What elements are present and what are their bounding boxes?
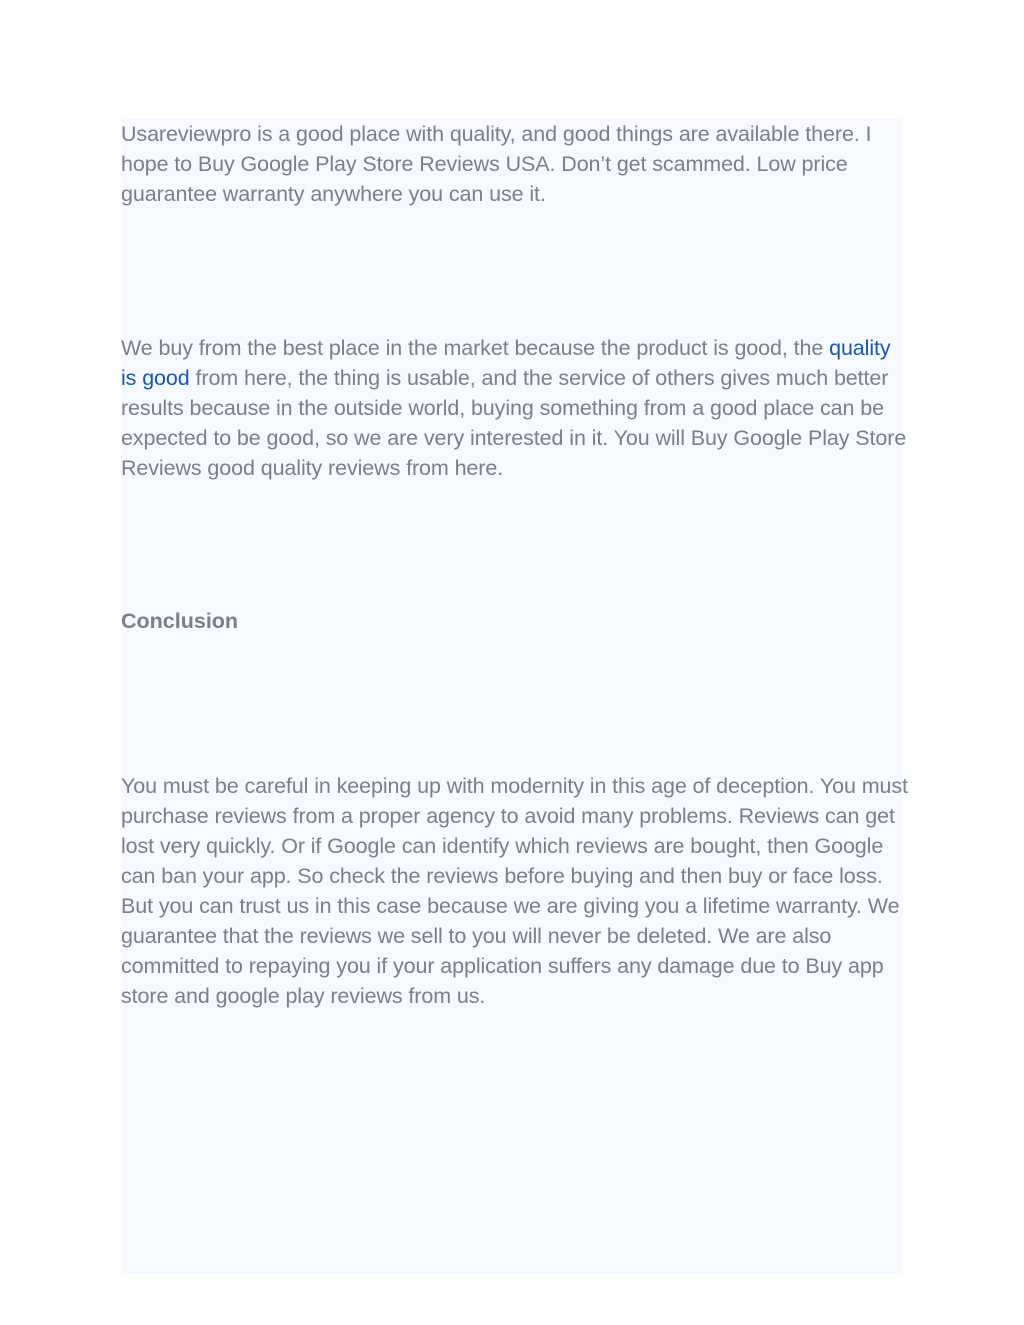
conclusion-heading: Conclusion <box>121 609 239 633</box>
intro-paragraph: Usareviewpro is a good place with quality, and good things are available there. I hope to Buy Google Play Store Reviews USA. Don’t get scammed. Low price guarantee warranty anywhere you can use it. <box>121 122 872 206</box>
content-panel <box>121 119 903 1273</box>
quality-paragraph-text-end: from here, the thing is usable, and the service of others gives much better results because in the outside world, buying something from a good place can be expected to be good, so we are very interested in it. You will Buy Google Play Store Reviews good quality reviews from here. <box>121 366 907 480</box>
quality-paragraph <box>121 333 911 483</box>
quality-is-good-link[interactable]: quality is good <box>121 336 891 390</box>
quality-paragraph-text-start: We buy from the best place in the market because the product is good, the <box>121 336 830 360</box>
conclusion-paragraph: You must be careful in keeping up with modernity in this age of deception. You must purchase reviews from a proper agency to avoid many problems. Reviews can get lost very quickly. Or if Google can identify which reviews are bought, then Google can ban your app. So check the reviews before buying and then buy or face loss. But you can trust us in this case because we are giving you a lifetime warranty. We guarantee that the reviews we sell to you will never be deleted. We are also committed to repaying you if your application suffers any damage due to Buy app store and google play reviews from us. <box>121 774 908 1008</box>
